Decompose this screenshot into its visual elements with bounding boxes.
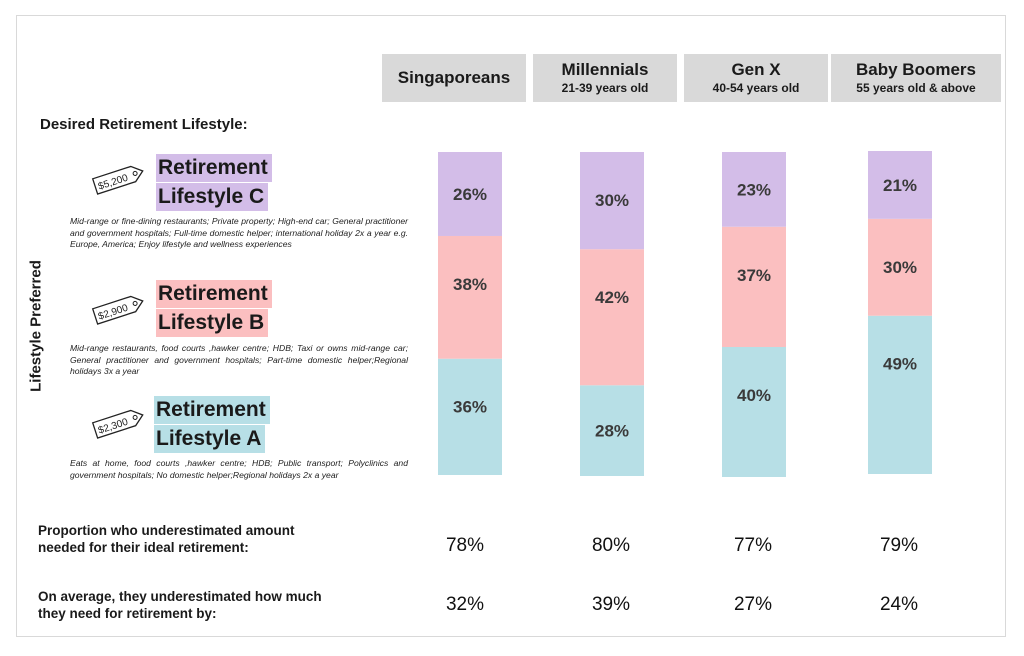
bar-value-label-singaporeans-b: 38%: [452, 274, 488, 294]
column-header-sub: 55 years old & above: [856, 81, 976, 95]
row-value: 32%: [445, 594, 485, 615]
row-value: 80%: [591, 535, 631, 556]
bar-value-label-singaporeans-c: 26%: [452, 184, 488, 204]
row-value: 24%: [879, 594, 919, 615]
tier-name-line2: Lifestyle B: [156, 309, 268, 337]
row-value: 27%: [733, 594, 773, 615]
bar-value-label-baby-boomers-a: 49%: [882, 354, 918, 374]
tier-name-line1: Retirement: [154, 396, 270, 424]
bar-segment-gen-x-a: [722, 347, 786, 477]
tier-name-line1: Retirement: [156, 154, 272, 182]
row-label-underestimated-amount: On average, they underestimated how much they need for retirement by:: [38, 589, 322, 621]
column-header-name: Singaporeans: [397, 68, 511, 87]
column-header-sub: 21-39 years old: [561, 81, 649, 95]
bar-segment-singaporeans-b: [438, 236, 502, 359]
price-label: $5,200: [96, 172, 130, 193]
tier-name-line2: Lifestyle C: [156, 183, 268, 211]
y-axis-label: Lifestyle Preferred: [27, 260, 45, 392]
column-header-sub: 40-54 years old: [712, 81, 800, 95]
column-header-name: Baby Boomers: [856, 60, 976, 79]
bar-value-label-singaporeans-a: 36%: [452, 397, 488, 417]
tier-description: Mid-range restaurants, food courts ,hawker centre; HDB; Taxi or owns mid-range car; General practitioner and government hospitals; Part-time domestic helper;Regional holidays 3x a year: [70, 343, 408, 376]
row-value: 78%: [445, 535, 485, 556]
bar-value-label-millennials-c: 30%: [594, 191, 630, 210]
bar-value-label-millennials-b: 42%: [594, 288, 630, 308]
bar-segment-gen-x-b: [722, 227, 786, 347]
bar-value-label-baby-boomers-c: 21%: [882, 175, 918, 195]
bar-segment-millennials-b: [580, 249, 644, 385]
row-value: 39%: [591, 594, 631, 615]
tier-description: Mid-range or fine-dining restaurants; Private property; High-end car; General practitioner and government hospitals; Full-time domestic helper; international holiday 2x a year e.g. Europe, America; Enjoy lifestyle and wellness experiences: [70, 216, 408, 249]
bar-segment-singaporeans-a: [438, 359, 502, 475]
section-title: Desired Retirement Lifestyle:: [40, 116, 248, 133]
tier-name-line2: Lifestyle A: [154, 425, 265, 453]
row-value: 79%: [879, 535, 919, 556]
tier-description: Eats at home, food courts ,hawker centre; HDB; Public transport; Polyclinics and government hospitals; No domestic helper;Regional holidays 2x a year: [70, 458, 408, 480]
column-header-name: Millennials: [561, 60, 649, 79]
bar-segment-baby-boomers-a: [868, 316, 932, 474]
row-label-underestimated-proportion: Proportion who underestimated amount needed for their ideal retirement:: [38, 523, 295, 555]
column-header-name: Gen X: [731, 60, 781, 79]
price-label: $2,300: [96, 416, 130, 437]
bar-value-label-gen-x-a: 40%: [736, 386, 772, 405]
bar-value-label-gen-x-c: 23%: [736, 180, 772, 200]
tier-name-line1: Retirement: [156, 280, 272, 308]
bar-value-label-millennials-a: 28%: [594, 421, 630, 441]
price-label: $2,900: [96, 302, 130, 323]
bar-value-label-baby-boomers-b: 30%: [882, 257, 918, 277]
row-value: 77%: [733, 535, 773, 556]
bar-value-label-gen-x-b: 37%: [736, 265, 772, 285]
